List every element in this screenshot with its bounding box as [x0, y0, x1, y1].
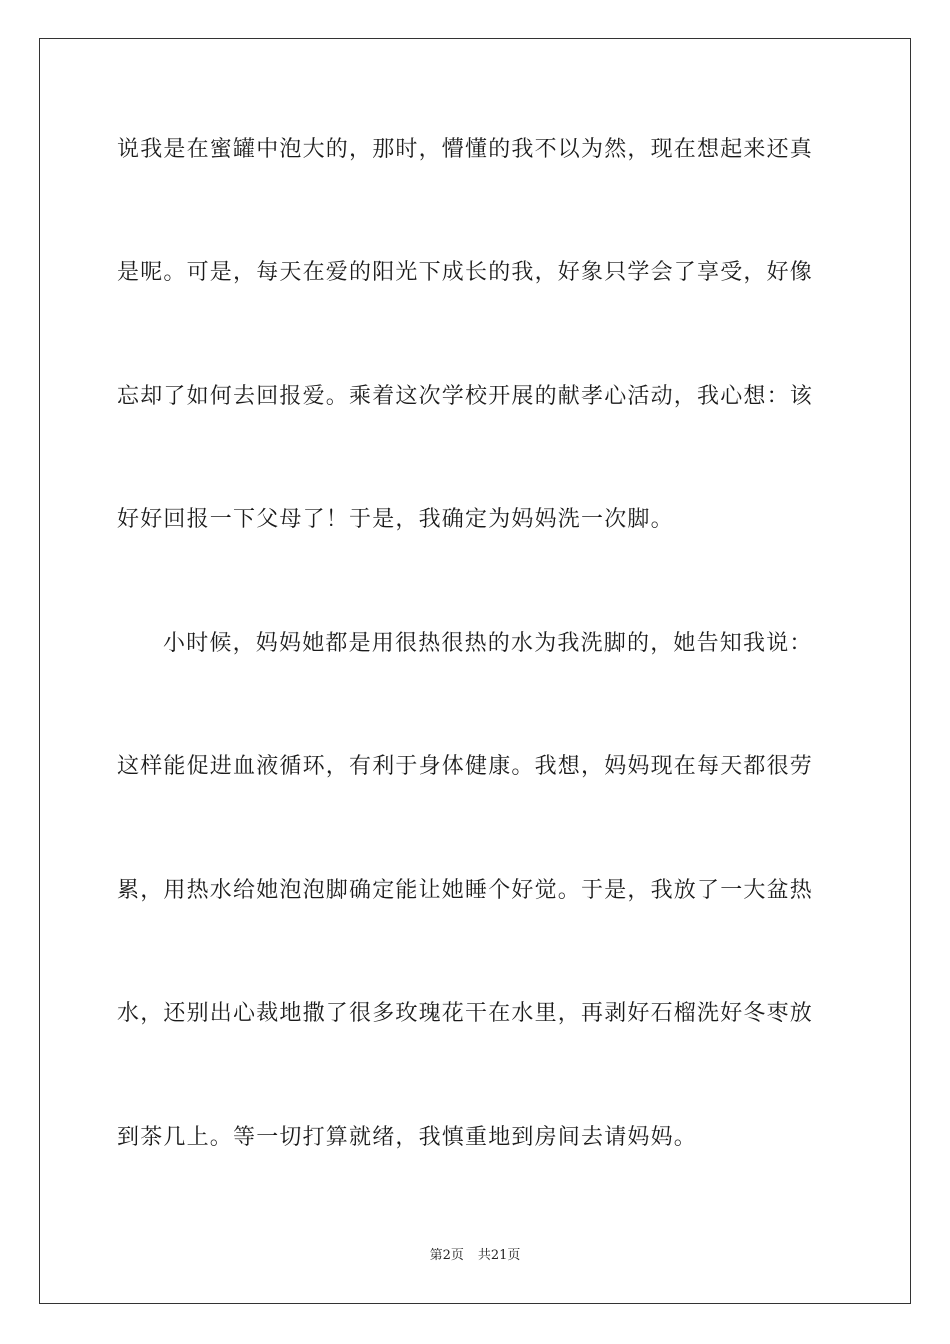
page-number: 第2页: [429, 1248, 464, 1263]
paragraph-line: 好好回报一下父母了！于是，我确定为妈妈洗一次脚。: [117, 507, 674, 532]
paragraph-line: 是呢。可是，每天在爱的阳光下成长的我，好象只学会了享受，好像: [117, 260, 814, 285]
paragraph-line: 累，用热水给她泡泡脚确定能让她睡个好觉。于是，我放了一大盆热: [117, 878, 814, 903]
paragraph-line: 水，还别出心裁地撒了很多玫瑰花干在水里，再剥好石榴洗好冬枣放: [117, 1001, 814, 1026]
paragraph-line: 说我是在蜜罐中泡大的，那时，懵懂的我不以为然，现在想起来还真: [117, 137, 814, 162]
page-frame: [39, 38, 911, 1304]
paragraph-line: 小时候，妈妈她都是用很热很热的水为我洗脚的，她告知我说：: [163, 631, 813, 656]
page-total: 共21页: [477, 1248, 521, 1263]
page-footer: [0, 1247, 950, 1265]
paragraph-line: 忘却了如何去回报爱。乘着这次学校开展的献孝心活动，我心想：该: [117, 384, 814, 409]
paragraph-line: 到茶几上。等一切打算就绪，我慎重地到房间去请妈妈。: [117, 1125, 698, 1150]
paragraph-line: 这样能促进血液循环，有利于身体健康。我想，妈妈现在每天都很劳: [117, 754, 814, 779]
